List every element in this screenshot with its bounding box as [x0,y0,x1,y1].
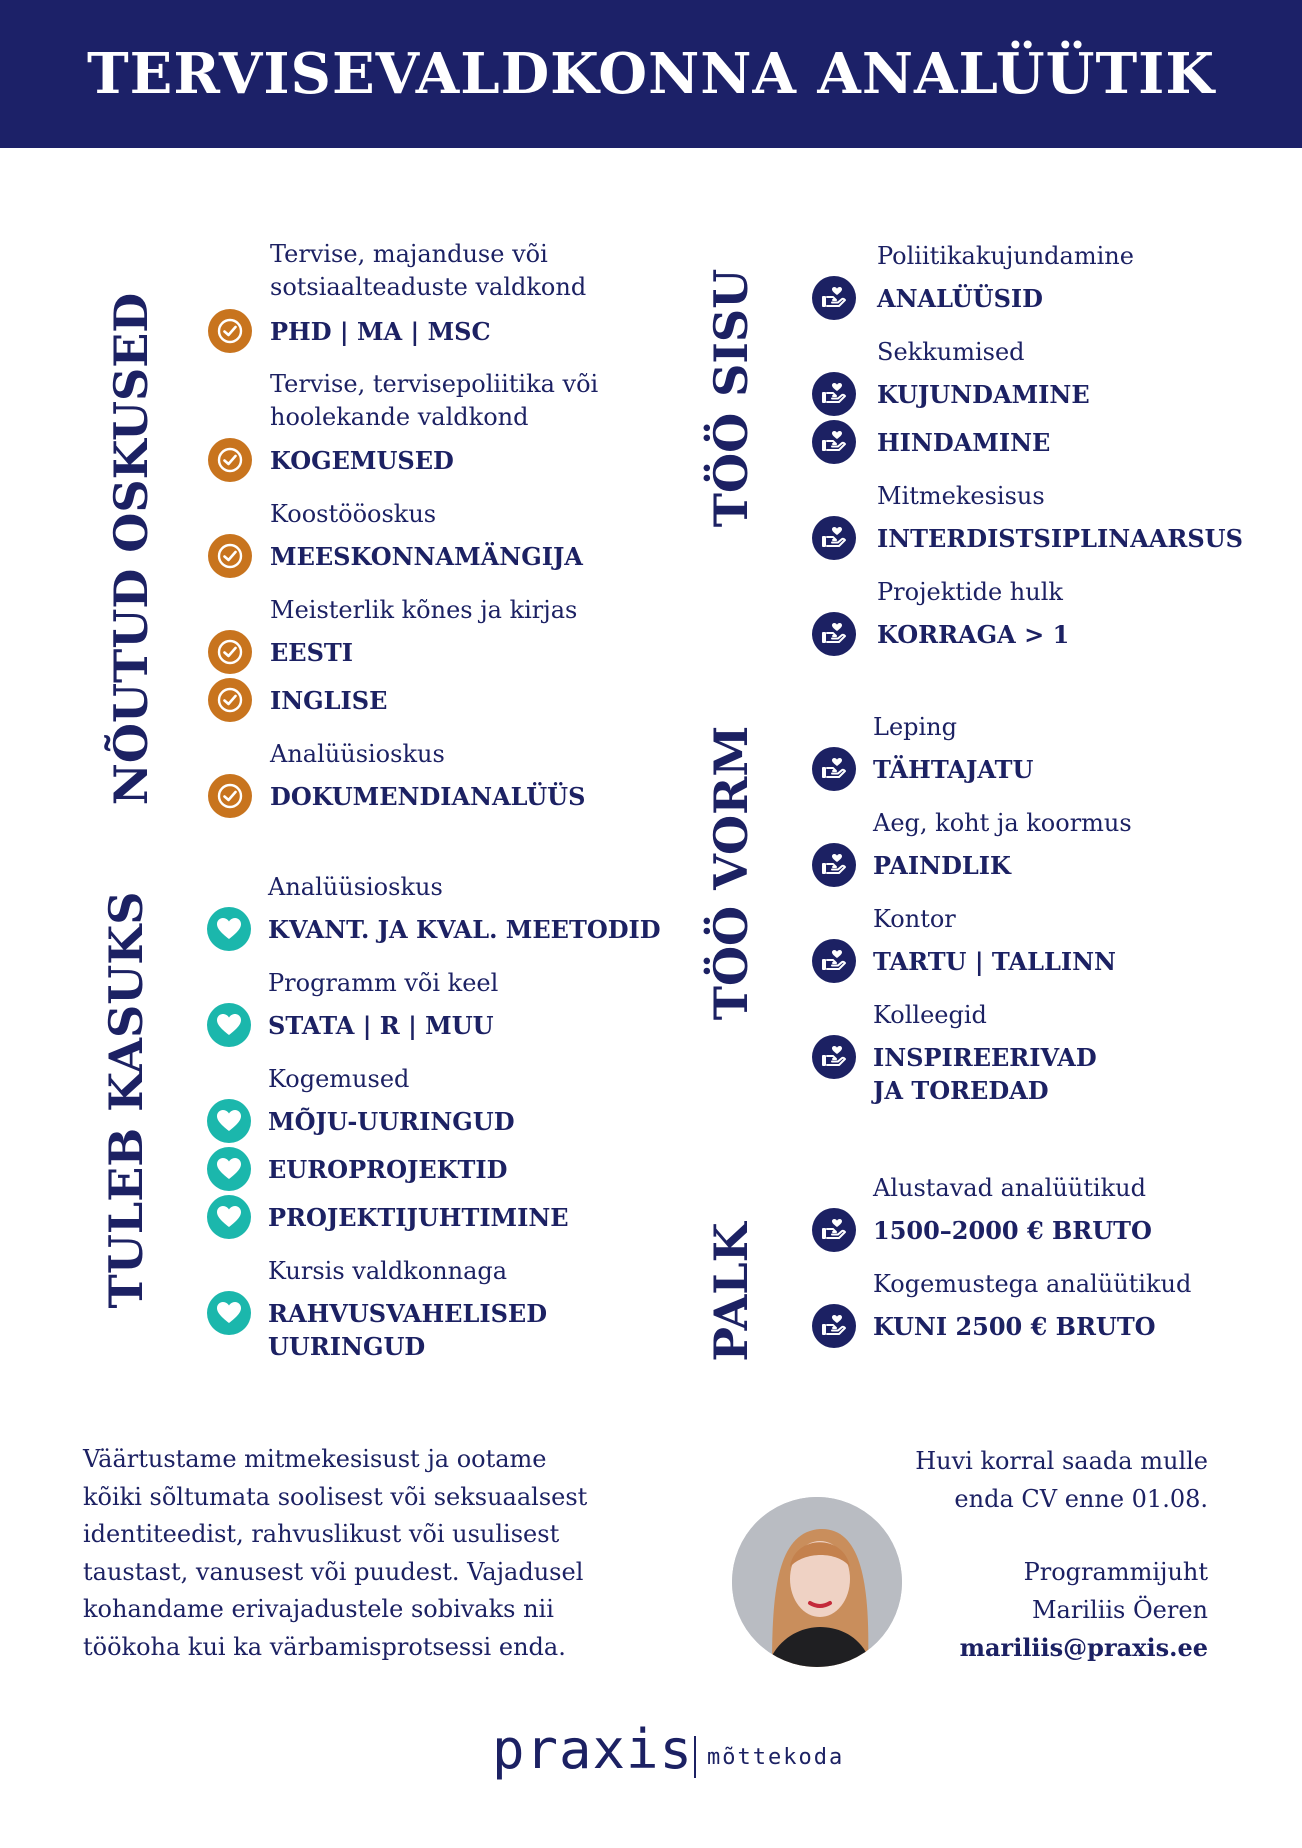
noutud-sub-3: Koostööoskus [270,500,437,528]
noutud-value-2: KOGEMUSED [270,446,454,475]
tuleb-value-4: EUROPROJEKTID [268,1155,508,1184]
sisu-value-1: ANALÜÜSID [877,284,1043,313]
noutud-value-5: INGLISE [270,686,388,715]
check-icon [208,630,252,674]
heart-icon [207,907,251,951]
sisu-value-2: KUJUNDAMINE [877,380,1090,409]
hand-heart-icon [812,516,856,560]
section-title-noutud: NÕUTUD OSKUSED [104,292,158,806]
sisu-value-3: HINDAMINE [877,428,1051,457]
check-icon [208,534,252,578]
vorm-sub-3: Kontor [873,905,956,933]
section-title-tuleb: TULEB KASUKS [99,891,153,1309]
sisu-value-4: INTERDISTSIPLINAARSUS [877,524,1243,553]
statement-line: identiteedist, rahvuslikust või usulisest [83,1520,560,1548]
instruction-line: Huvi korral saada mulle [915,1447,1208,1475]
tuleb-sub-6: Kursis valdkonnaga [268,1257,508,1285]
palk-value-1: 1500–2000 € BRUTO [873,1216,1152,1245]
tuleb-sub-1: Analüüsioskus [268,873,443,901]
vorm-value-1: TÄHTAJATU [873,755,1034,784]
diversity-statement [83,1441,643,1666]
sisu-sub-4: Mitmekesisus [877,482,1045,510]
hand-heart-icon [812,843,856,887]
palk-value-2: KUNI 2500 € BRUTO [873,1312,1156,1341]
noutud-value-3: MEESKONNAMÄNGIJA [270,542,583,571]
vorm-value-3: TARTU | TALLINN [873,947,1116,976]
logo-tagline: mõttekoda [707,1745,845,1770]
contact-photo [732,1497,902,1667]
check-icon [208,774,252,818]
sisu-sub-5: Projektide hulk [877,578,1063,606]
hand-heart-icon [812,1304,856,1348]
heart-icon [207,1195,251,1239]
logo-divider [694,1736,696,1778]
tuleb-sub-2: Programm või keel [268,969,499,997]
statement-line: kohandame erivajadustele sobivaks nii [83,1595,554,1623]
hand-heart-icon [812,276,856,320]
heart-icon [207,1291,251,1335]
statement-line: taustast, vanusest või puudest. Vajadusel [83,1557,584,1586]
check-icon [208,438,252,482]
check-icon [208,309,252,353]
vorm-value-4: INSPIREERIVAD JA TOREDAD [873,1043,1097,1105]
hand-heart-icon [812,747,856,791]
page-title: TERVISEVALDKONNA ANALÜÜTIK [86,41,1216,107]
tuleb-sub-3: Kogemused [268,1065,410,1093]
vorm-sub-1: Leping [873,713,957,741]
heart-icon [207,1003,251,1047]
vorm-value-2: PAINDLIK [873,851,1011,880]
sisu-value-5: KORRAGA > 1 [877,620,1070,649]
noutud-value-1: PHD | MA | MSC [270,317,491,346]
vorm-sub-4: Kolleegid [873,1001,987,1029]
apply-instructions [860,1443,1208,1518]
palk-sub-2: Kogemustega analüütikud [873,1270,1192,1298]
tuleb-value-6: RAHVUSVAHELISED UURINGUD [268,1299,548,1361]
praxis-logo: praxis [492,1718,694,1781]
vorm-sub-2: Aeg, koht ja koormus [873,809,1132,837]
noutud-sub-4: Meisterlik kõnes ja kirjas [270,596,578,624]
contact-name: Mariliis Öeren [1031,1595,1208,1624]
contact-email[interactable]: mariliis@praxis.ee [959,1633,1208,1662]
section-title-vorm: TÖÖ VORM [704,725,758,1021]
hand-heart-icon [812,420,856,464]
hand-heart-icon [812,372,856,416]
page-header [0,0,1302,148]
check-icon [208,678,252,722]
statement-line: töökoha kui ka värbamisprotsessi enda. [83,1632,566,1661]
tuleb-value-3: MÕJU-UURINGUD [268,1107,515,1136]
noutud-sub-1: Tervise, majanduse või sotsiaalteaduste valdkond [270,240,587,301]
noutud-value-6: DOKUMENDIANALÜÜS [270,782,586,811]
hand-heart-icon [812,939,856,983]
statement-line: kõiki sõltumata soolisest või seksuaalsest [83,1482,588,1511]
hand-heart-icon [812,1035,856,1079]
hand-heart-icon [812,612,856,656]
tuleb-value-2: STATA | R | MUU [268,1011,494,1040]
contact-role: Programmijuht [1023,1558,1208,1586]
sisu-sub-1: Poliitikakujundamine [877,242,1134,270]
tuleb-value-1: KVANT. JA KVAL. MEETODID [268,915,661,944]
noutud-value-4: EESTI [270,638,354,667]
heart-icon [207,1147,251,1191]
section-title-sisu: TÖÖ SISU [704,268,758,528]
noutud-sub-2: Tervise, tervisepoliitika või hoolekande valdkond [270,370,599,431]
statement-line: Väärtustame mitmekesisust ja ootame [83,1445,547,1473]
contact-block [860,1554,1208,1667]
sisu-sub-2: Sekkumised [877,338,1025,366]
noutud-sub-6: Analüüsioskus [270,740,445,768]
palk-sub-1: Alustavad analüütikud [873,1174,1146,1202]
hand-heart-icon [812,1208,856,1252]
instruction-line: enda CV enne 01.08. [954,1484,1208,1513]
section-title-palk: PALK [704,1222,758,1362]
heart-icon [207,1099,251,1143]
tuleb-value-5: PROJEKTIJUHTIMINE [268,1203,569,1232]
